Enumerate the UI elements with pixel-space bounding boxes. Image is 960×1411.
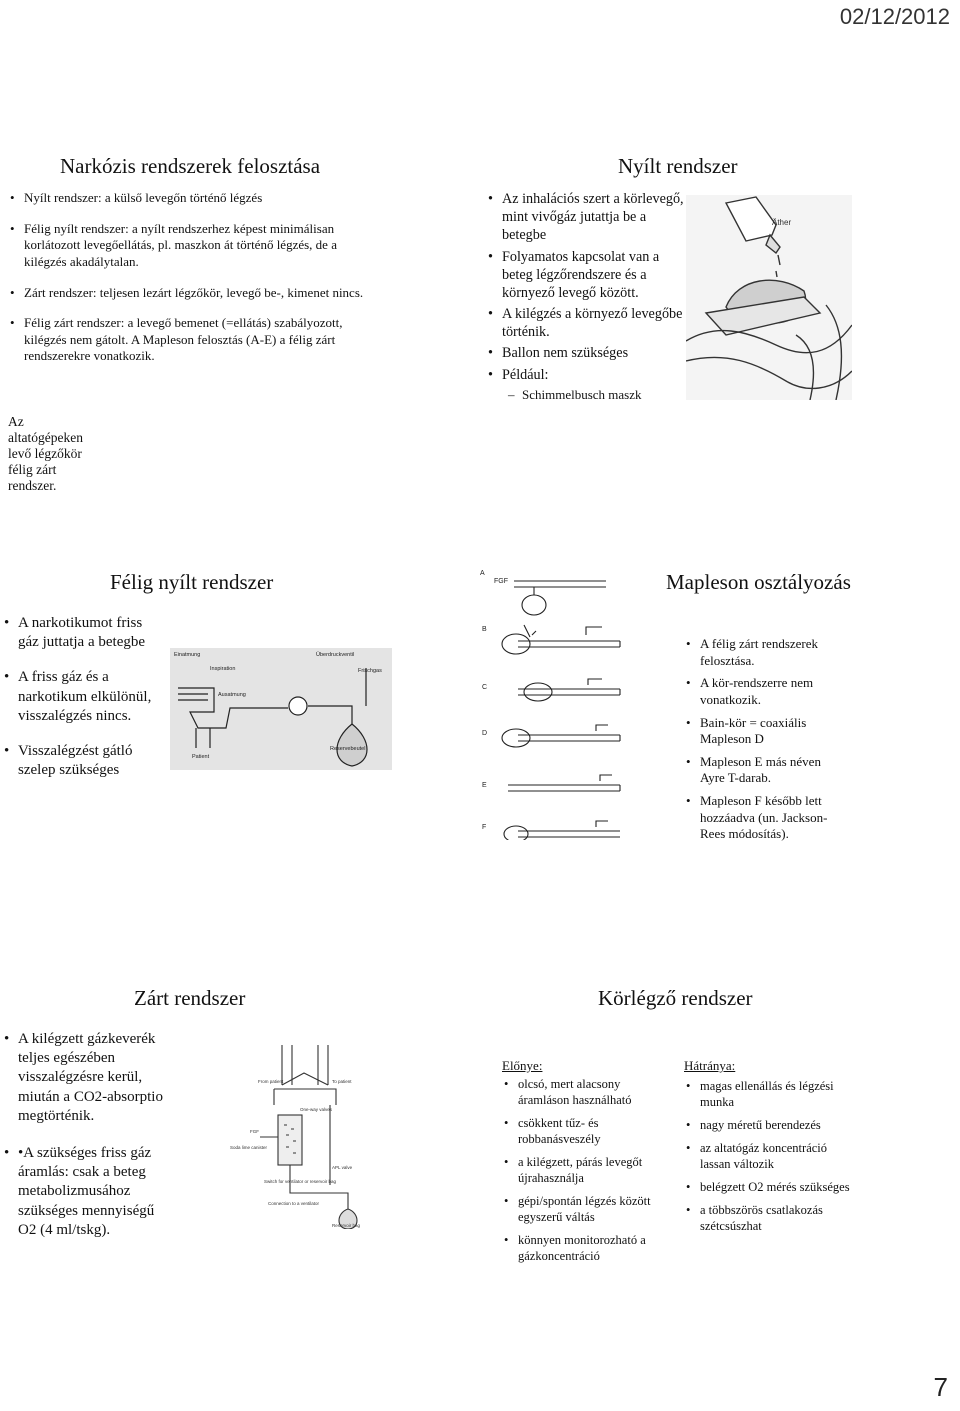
pros-item [502,1076,674,1108]
bullet-item [2,1030,174,1126]
slide-title: Félig nyílt rendszer [110,570,274,594]
slide-title: Zárt rendszer [134,986,246,1010]
bullet-text: a többszörös csatlakozás szétcsúszhat [700,1203,823,1233]
bullet-item [684,636,844,669]
bullet-text: Ballon nem szükséges [502,345,629,362]
print-date: 02/12/2012 [839,4,950,29]
bullet-text: Schimmelbusch maszk [522,386,642,402]
bullet-text: Például: [502,366,549,383]
figure-label: Reservebeutel [330,746,366,752]
figure-label: FGF [250,1129,259,1134]
pros-item [502,1154,674,1186]
bullet-item [486,305,686,341]
slide-title: Narkózis rendszerek felosztása [60,154,321,178]
cons-item [684,1179,852,1195]
bullet-text: A félig zárt rendszerek felosztása. [700,636,819,668]
bullet-list [8,190,378,379]
figure-label: Soda lime canister [230,1145,268,1150]
bullet-text: A kör-rendszerre nem vonatkozik. [700,675,814,707]
figure-label: Switch for ventilator or reservoir bag [264,1179,337,1184]
bullet-text: nagy méretű berendezés [700,1118,821,1132]
bullet-list [486,190,686,406]
bullet-text: A narkotikumot friss gáz juttatja a betegbe [18,615,146,651]
cons-item [684,1078,852,1110]
bullet-item [684,715,844,748]
cons-item [684,1202,852,1234]
figure-label: One-way valves [300,1107,333,1112]
bullet-item [8,221,378,271]
figure-label: Patient [192,754,210,760]
bullet-text: Mapleson E más néven Ayre T-darab. [700,753,821,786]
bullet-text: Félig zárt rendszer: a levegő bemenet (=ellátás) szabályozott, kilégzés nem gátolt. A Mapleson felosztás (A-E) a félig zárt rendszerekre vonatkozik. [24,315,343,364]
bullet-item [2,1144,174,1240]
semi-open-system-diagram [170,648,392,770]
cons-item [684,1117,852,1133]
sub-bullet-item [506,387,686,404]
page-number: 7 [933,1372,948,1402]
bullet-text: olcsó, mert alacsony áramláson használható [518,1077,632,1107]
slide-title: Mapleson osztályozás [666,570,851,594]
bullet-text: A kilégzés a környező levegőbe történik. [502,306,683,341]
bullet-text: a kilégzett, párás levegőt újrahasználja [518,1155,643,1185]
circuit-letter: E [482,782,487,789]
mapleson-circuits-diagram [478,565,654,840]
bullet-text: Az inhalációs szert a körlevegő, mint vivőgáz jutattja be a betegbe [502,191,684,244]
cons-heading: Hátránya: [684,1058,736,1073]
figure-label: Überdruckventil [316,652,355,658]
bullet-text: Félig nyílt rendszer: a nyílt rendszerhez képest minimálisan korlátozott levegőellátás, pl. maszkon át történő légzés, de a kilégzés akadálytalan. [24,220,337,269]
bullet-text: A kilégzett gázkeverék teljes egészében visszalégzésre kerül, miután a CO2-absorptio megtörténik. [18,1031,163,1124]
bullet-text: csökkent tűz- és robbanásveszély [518,1116,601,1146]
bullet-list [2,1030,174,1258]
bullet-text: Folyamatos kapcsolat van a beteg légzőrendszere és a környező levegő között. [502,248,660,301]
bullet-item [684,793,844,843]
figure-label: Äther [772,218,792,227]
bullet-item [8,285,378,302]
circuit-letter: B [482,626,487,633]
bullet-text: A friss gáz és a narkotikum elkülönül, visszalégzés nincs. [18,669,152,724]
circuit-letter: A [480,570,485,577]
bullet-text: Mapleson F később lett hozzáadva (un. Jackson-Rees módosítás). [700,793,828,842]
bullet-text: Zárt rendszer: teljesen lezárt légzőkör, levegő be-, kimenet nincs. [24,284,364,300]
bullet-list [684,636,844,849]
figure-label: To patient [332,1079,352,1084]
bullet-item [2,742,162,780]
bullet-text: Visszalégzést gátló szelep szükséges [18,742,133,779]
bullet-item [2,614,162,652]
slide-title: Körlégző rendszer [598,986,753,1010]
pros-heading: Előnye: [502,1058,543,1073]
schimmelbusch-mask-illustration [686,195,852,400]
bullet-list [2,614,162,796]
bullet-text: •A szükséges friss gáz áramlás: csak a beteg metabolizmusához szükséges mennyiségű O2 (4 ml/tskg). [18,1144,155,1238]
pros-item [502,1232,674,1264]
figure-label: From patient [258,1079,284,1084]
cons-list [684,1078,852,1241]
bullet-text: Bain-kör = coaxiális Mapleson D [700,714,807,747]
bullet-item [486,344,686,362]
bullet-item [8,190,378,207]
bullet-text: magas ellenállás és légzési munka [700,1079,834,1109]
footnote: Az altatógépeken levő légzőkör félig zárt rendszer. [8,414,83,493]
circuit-letter: C [482,684,488,691]
figure-label: Reservoir bag [332,1223,361,1228]
bullet-text: könnyen monitorozható a gázkoncentráció [518,1233,646,1263]
bullet-item [486,248,686,303]
bullet-item [8,315,378,365]
bullet-text: az altatógáz koncentráció lassan változik [700,1141,828,1171]
cons-item [684,1140,852,1172]
bullet-item [2,668,162,726]
bullet-item [486,190,686,245]
closed-system-diagram [224,1045,388,1229]
figure-label: APL valve [332,1165,353,1170]
circuit-letter: D [482,730,488,737]
bullet-text: Nyílt rendszer: a külső levegőn történő légzés [24,190,263,205]
figure-label: Frischgas [358,668,382,674]
bullet-item [486,366,686,384]
circuit-letter: F [482,824,487,831]
figure-label: Connection to a ventilator [268,1201,320,1206]
pros-item [502,1193,674,1225]
bullet-item [684,675,844,708]
slide-title: Nyílt rendszer [618,154,738,178]
pros-item [502,1115,674,1147]
figure-label: Ausatmung [218,692,246,698]
figure-label: Einatmung [174,652,201,658]
bullet-text: gépi/spontán légzés között egyszerű váltás [518,1194,651,1224]
fgf-label: FGF [494,578,508,585]
pros-list [502,1076,674,1271]
figure-label: Inspiration [210,666,236,672]
bullet-item [684,754,844,787]
bullet-text: belégzett O2 mérés szükséges [700,1180,850,1194]
